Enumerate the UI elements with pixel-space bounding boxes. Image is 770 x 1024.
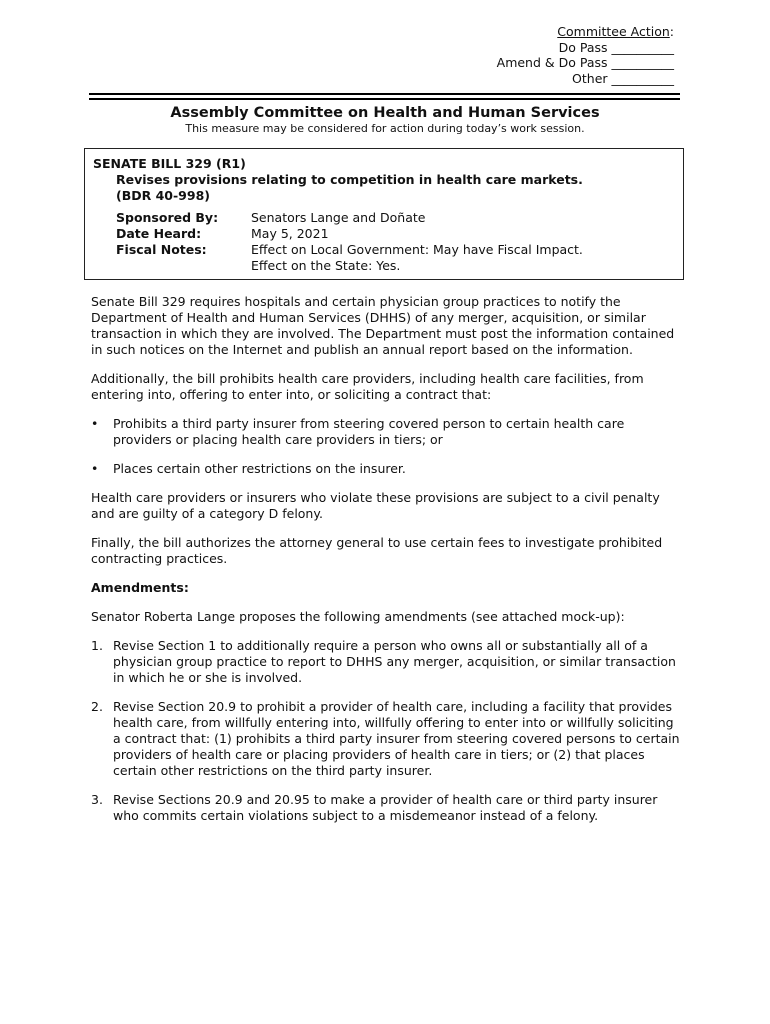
- sponsored-by-value: Senators Lange and Doñate: [251, 210, 426, 225]
- fiscal-state-value: Effect on the State: Yes.: [251, 258, 401, 273]
- bullet-text: Prohibits a third party insurer from steering covered person to certain health care providers or placing health care providers in tiers; or: [113, 416, 625, 447]
- fiscal-spacer: [116, 258, 251, 274]
- bullet-mark: •: [91, 416, 99, 431]
- bill-summary-box: [84, 148, 684, 280]
- bullet-item: [91, 416, 683, 448]
- other-line: Other __________: [572, 70, 674, 86]
- amendment-number: 1.: [91, 638, 103, 653]
- bill-title: Revises provisions relating to competition in health care markets.: [116, 172, 583, 187]
- committee-action-block: [497, 24, 674, 86]
- penalty-paragraph: Health care providers or insurers who violate these provisions are subject to a civil penalty and are guilty of a category D felony.: [91, 490, 660, 521]
- amendment-item: [91, 638, 683, 686]
- sponsored-by-label: Sponsored By:: [116, 210, 219, 225]
- amendment-text: Revise Section 1 to additionally require a person who owns all or substantially all of a physician group practice to report to DHHS any merger, acquisition, or similar transaction in which he or she is involved.: [113, 638, 676, 685]
- fees-paragraph: Finally, the bill authorizes the attorney general to use certain fees to investigate prohibited contracting practices.: [91, 535, 663, 566]
- amendments-intro: Senator Roberta Lange proposes the following amendments (see attached mock-up):: [91, 609, 625, 624]
- bullet-mark: •: [91, 461, 99, 476]
- do-pass-line: Do Pass __________: [558, 39, 674, 55]
- committee-action-line: [497, 24, 674, 40]
- amendment-number: 2.: [91, 699, 103, 714]
- amendment-text: Revise Section 20.9 to prohibit a provider of health care, including a facility that provides health care, from willfully entering into, willfully offering to enter into or willfully soliciting a contract that: (1) prohibits a third party insurer from steering covered persons to certain providers of health care or placing providers of health care in tiers; or (2) that places certain other restrictions on the third party insurer.: [113, 699, 680, 778]
- bill-meta: [93, 210, 675, 274]
- committee-title: Assembly Committee on Health and Human Services: [170, 105, 600, 121]
- bullet-text: Places certain other restrictions on the insurer.: [113, 461, 406, 476]
- amendment-item: [91, 792, 683, 824]
- header-rule-top: [89, 93, 680, 95]
- date-heard-value: May 5, 2021: [251, 226, 329, 241]
- amendment-item: [91, 699, 683, 779]
- summary-paragraph: Senate Bill 329 requires hospitals and certain physician group practices to notify the Department of Health and Human Services (DHHS) of any merger, acquisition, or similar transaction in which they are involved. The Department must post the information contained in such notices on the Internet and publish an annual report based on the information.: [91, 294, 675, 357]
- committee-action-colon: :: [669, 24, 674, 39]
- bill-number: SENATE BILL 329 (R1): [93, 156, 246, 171]
- date-heard-label: Date Heard:: [116, 226, 202, 241]
- amendments-heading: Amendments:: [91, 580, 189, 595]
- amendment-number: 3.: [91, 792, 103, 807]
- bullet-item: [91, 461, 683, 477]
- prohibition-paragraph: Additionally, the bill prohibits health care providers, including health care facilities, from entering into, offering to enter into, or soliciting a contract that:: [91, 371, 644, 402]
- header-rule-bottom: [89, 98, 680, 100]
- fiscal-local-value: Effect on Local Government: May have Fiscal Impact.: [251, 242, 583, 257]
- document-body: [91, 294, 683, 837]
- bill-bdr: (BDR 40-998): [116, 188, 210, 203]
- committee-action-label: Committee Action: [557, 24, 670, 39]
- amendment-text: Revise Sections 20.9 and 20.95 to make a provider of health care or third party insurer who commits certain violations subject to a misdemeanor instead of a felony.: [113, 792, 658, 823]
- work-session-note: This measure may be considered for action during today’s work session.: [185, 122, 585, 135]
- amend-do-pass-line: Amend & Do Pass __________: [496, 55, 674, 70]
- fiscal-notes-label: Fiscal Notes:: [116, 242, 207, 257]
